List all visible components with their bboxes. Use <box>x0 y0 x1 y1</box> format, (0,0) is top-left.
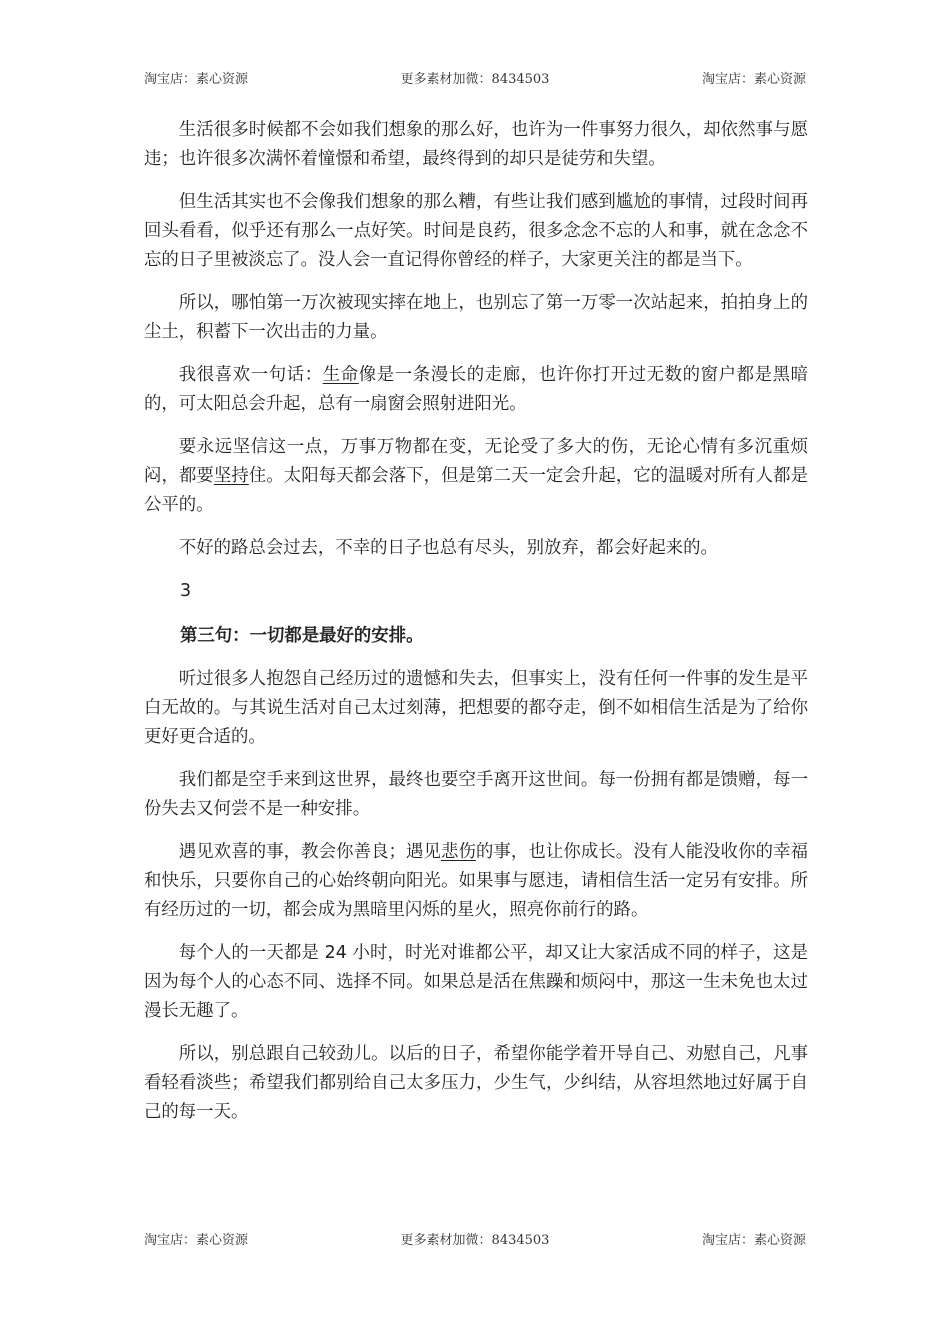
paragraph-3: 所以，哪怕第一万次被现实摔在地上，也别忘了第一万零一次站起来，拍拍身上的尘土，积蓄下一次出击的力量。 <box>144 293 808 342</box>
paragraph-8: 我们都是空手来到这世界，最终也要空手离开这世间。每一份拥有都是馈赠，每一份失去又何尝不是一种安排。 <box>144 770 808 819</box>
paragraph-5-text-b: 住。太阳每天都会落下，但是第二天一定会升起，它的温暖对所有人都是公平的。 <box>144 466 808 515</box>
footer-shop-right: 淘宝店：素心资源 <box>701 1233 806 1248</box>
paragraph-6: 不好的路总会过去，不幸的日子也总有尽头，别放弃，都会好起来的。 <box>178 538 718 558</box>
paragraph-10: 每个人的一天都是 24 小时，时光对谁都公平，却又让大家活成不同的样子，这是因为每个人的心态不同、选择不同。如果总是活在焦躁和烦闷中，那这一生未免也太过漫长无趣了。 <box>144 943 808 1021</box>
paragraph-9-text-b: 的事，也让你成长。没有人能没收你的幸福和快乐，只要你自己的心始终朝向阳光。如果事与愿违，请相信生活一定另有安排。所有经历过的一切，都会成为黑暗里闪烁的星火，照亮你前行的路。 <box>144 842 808 920</box>
section-heading: 第三句：一切都是最好的安排。 <box>180 626 424 646</box>
footer-contact: 更多素材加微：8434503 <box>400 1233 550 1248</box>
paragraph-9-text-a: 遇见欢喜的事，教会你善良；遇见 <box>178 842 441 862</box>
footer-shop-left: 淘宝店：素心资源 <box>144 1233 249 1248</box>
article-body <box>144 116 808 1141</box>
link-shengming[interactable]: 生命 <box>322 365 359 385</box>
paragraph-4-text-b: 像是一条漫长的走廊，也许你打开过无数的窗户都是黑暗的，可太阳总会升起，总有一扇窗会照射进阳光。 <box>144 365 808 414</box>
paragraph-9 <box>144 838 808 925</box>
page-footer <box>144 1229 806 1249</box>
page-header <box>144 68 806 88</box>
section-number: 3 <box>180 581 192 601</box>
paragraph-5-text-a: 要永远坚信这一点，万事万物都在变，无论受了多大的伤，无论心情有多沉重烦闷，都要 <box>144 437 808 486</box>
paragraph-5 <box>144 433 808 520</box>
header-shop-left: 淘宝店：素心资源 <box>144 72 249 87</box>
link-jianchi[interactable]: 坚持 <box>213 466 249 486</box>
paragraph-4 <box>144 361 808 419</box>
paragraph-1: 生活很多时候都不会如我们想象的那么好，也许为一件事努力很久，却依然事与愿违；也许很多次满怀着憧憬和希望，最终得到的却只是徒劳和失望。 <box>144 120 808 169</box>
header-shop-right: 淘宝店：素心资源 <box>701 72 806 87</box>
paragraph-4-text-a: 我很喜欢一句话： <box>178 365 323 385</box>
paragraph-11: 所以，别总跟自己较劲儿。以后的日子，希望你能学着开导自己、劝慰自己，凡事看轻看淡些；希望我们都别给自己太多压力，少生气，少纠结，从容坦然地过好属于自己的每一天。 <box>144 1044 808 1122</box>
link-beishang[interactable]: 悲伤 <box>440 842 476 862</box>
paragraph-7: 听过很多人抱怨自己经历过的遗憾和失去，但事实上，没有任何一件事的发生是平白无故的。与其说生活对自己太过刻薄，把想要的都夺走，倒不如相信生活是为了给你更好更合适的。 <box>144 669 808 747</box>
header-contact: 更多素材加微：8434503 <box>400 72 550 87</box>
paragraph-2: 但生活其实也不会像我们想象的那么糟，有些让我们感到尴尬的事情，过段时间再回头看看，似乎还有那么一点好笑。时间是良药，很多念念不忘的人和事，就在念念不忘的日子里被淡忘了。没人会一直记得你曾经的样子，大家更关注的都是当下。 <box>144 192 808 270</box>
